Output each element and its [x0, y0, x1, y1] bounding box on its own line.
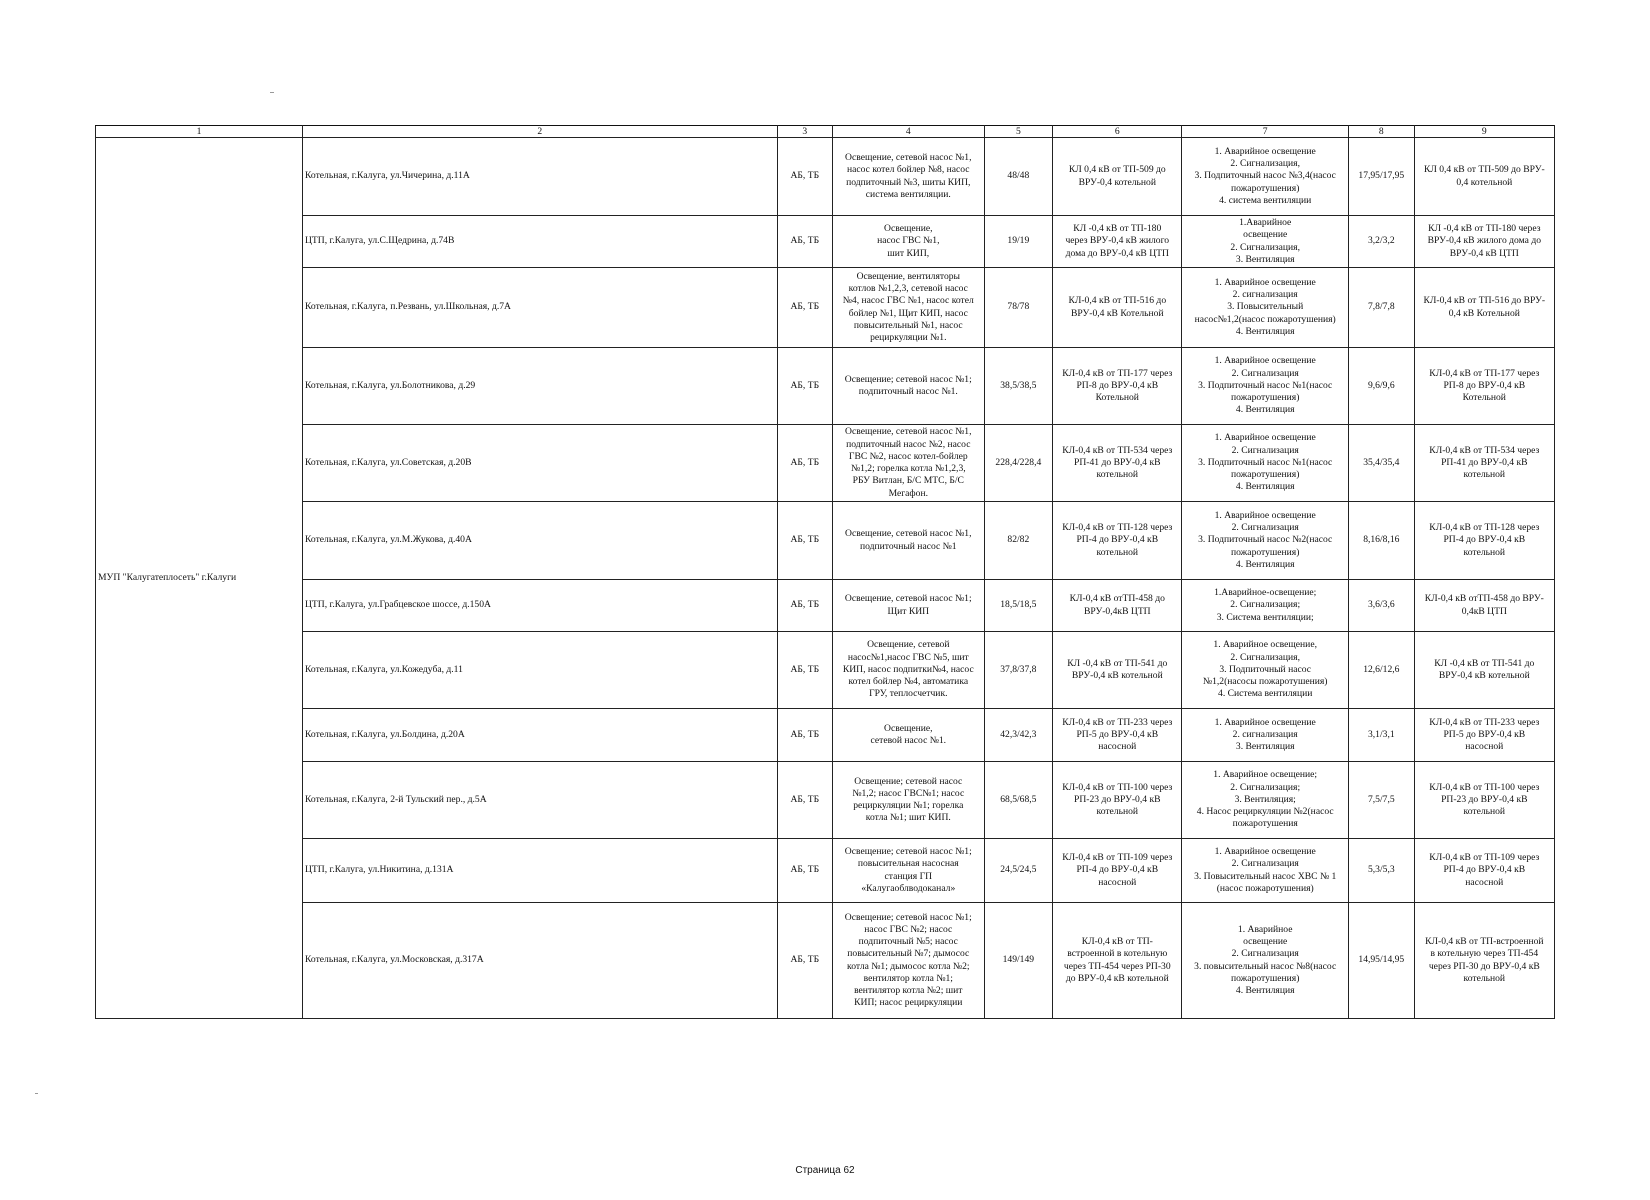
equipment-cell	[833, 839, 984, 903]
supply-cell	[1053, 425, 1182, 502]
column-header: 4	[833, 126, 984, 138]
emergency-load-cell	[1182, 580, 1349, 632]
emergency-load-cell-line: 4. Вентиляция	[1235, 558, 1295, 570]
equipment-cell-line: рециркуляции №1.	[870, 332, 947, 344]
backup-supply-cell-line: котельной	[1463, 972, 1506, 984]
column-number-row	[96, 126, 1555, 138]
emergency-load-cell-line: 4. Вентиляция	[1235, 985, 1295, 997]
emergency-load-cell-line: 1. Аварийное освещение	[1214, 276, 1316, 288]
supply-cell-line: через ВРУ-0,4 кВ жилого	[1065, 235, 1170, 247]
backup-supply-cell-line: РП-23 до ВРУ-0,4 кВ	[1441, 793, 1528, 805]
emergency-load-cell-line: пожаротушения)	[1230, 972, 1300, 984]
supply-cell-line: КЛ-0,4 кВ от ТП-128 через	[1062, 522, 1173, 534]
equipment-cell	[833, 632, 984, 709]
load-cell: 3,2/3,2	[1349, 216, 1415, 268]
emergency-load-cell-line: 1. Аварийное освещение	[1214, 355, 1316, 367]
emergency-load-cell-line: освещение	[1243, 936, 1288, 948]
object-name-cell: Котельная, г.Калуга, ул.Московская, д.317А	[302, 903, 777, 1019]
table-body	[96, 138, 1555, 1019]
emergency-load-cell-line: 1. Аварийное освещение	[1214, 432, 1316, 444]
emergency-load-cell-line: 2. сигнализация	[1232, 289, 1298, 301]
equipment-cell-line: РБУ Витлан, Б/С МТС, Б/С	[852, 475, 964, 487]
category-cell: АБ, ТБ	[777, 502, 833, 580]
equipment-cell-line: Освещение, сетевой насос №1,	[845, 426, 972, 438]
document-table	[95, 125, 1555, 1019]
table-row	[96, 348, 1555, 425]
emergency-load-cell-line: 4. Насос рециркуляции №2(насос	[1196, 806, 1334, 818]
emergency-load-cell	[1182, 268, 1349, 348]
emergency-load-cell-line: 3. Подпиточный насос	[1219, 663, 1312, 675]
equipment-cell-line: вентилятор котла №2; шит	[854, 985, 963, 997]
table-row	[96, 268, 1555, 348]
supply-cell-line: котельной	[1096, 546, 1139, 558]
supply-cell	[1053, 839, 1182, 903]
emergency-load-cell-line: 1. Аварийное освещение,	[1213, 639, 1317, 651]
emergency-load-cell-line: 4. Вентиляция	[1235, 404, 1295, 416]
supply-cell-line: до ВРУ-0,4 кВ котельной	[1065, 972, 1169, 984]
emergency-load-cell-line: 2. Сигнализация,	[1230, 651, 1300, 663]
backup-supply-cell-line: РП-4 до ВРУ-0,4 кВ	[1443, 864, 1526, 876]
backup-supply-cell	[1414, 502, 1554, 580]
equipment-cell-line: ГВС №2, насос котел-бойлер	[848, 450, 968, 462]
backup-supply-cell-line: КЛ-0,4 кВ от ТП-233 через	[1429, 716, 1540, 728]
equipment-cell	[833, 762, 984, 839]
power-cell: 42,3/42,3	[984, 709, 1053, 762]
equipment-cell-line: сетевой насос №1.	[870, 735, 947, 747]
supply-cell-line: Котельной	[1095, 392, 1139, 404]
backup-supply-cell	[1414, 268, 1554, 348]
supply-cell-line: насосной	[1098, 876, 1137, 888]
equipment-cell-line: система вентиляции.	[865, 188, 951, 200]
equipment-cell-line: рециркуляции №1; горелка	[853, 800, 964, 812]
backup-supply-cell-line: насосной	[1465, 876, 1504, 888]
supply-cell-line: РП-23 до ВРУ-0,4 кВ	[1074, 793, 1161, 805]
emergency-load-cell-line: 1. Аварийное освещение;	[1213, 769, 1318, 781]
backup-supply-cell	[1414, 138, 1554, 216]
emergency-load-cell-line: 3. Система вентиляции;	[1216, 611, 1314, 623]
equipment-cell-line: №1,2; горелка котла №1,2,3,	[850, 463, 966, 475]
equipment-cell-line: насос ГВС №1,	[877, 235, 940, 247]
supply-cell	[1053, 216, 1182, 268]
category-cell: АБ, ТБ	[777, 709, 833, 762]
emergency-load-cell-line: 3. Повысительный	[1227, 301, 1304, 313]
emergency-load-cell-line: 2. Сигнализация	[1231, 522, 1299, 534]
emergency-load-cell-line: 1. Аварийное	[1237, 923, 1293, 935]
object-name-cell: Котельная, г.Калуга, ул.М.Жукова, д.40А	[302, 502, 777, 580]
equipment-cell-line: котла №1; шит КИП.	[865, 812, 951, 824]
emergency-load-cell-line: 1. Аварийное освещение	[1214, 846, 1316, 858]
load-cell: 7,8/7,8	[1349, 268, 1415, 348]
emergency-load-cell-line: 1. Аварийное освещение	[1214, 145, 1316, 157]
category-cell: АБ, ТБ	[777, 632, 833, 709]
supply-cell-line: ВРУ-0,4 кВ Котельной	[1070, 307, 1164, 319]
equipment-cell	[833, 580, 984, 632]
load-cell: 7,5/7,5	[1349, 762, 1415, 839]
object-name-cell: ЦТП, г.Калуга, ул.С.Щедрина, д.74В	[302, 216, 777, 268]
emergency-load-cell-line: 2. Сигнализация	[1231, 948, 1299, 960]
supply-cell-line: КЛ-0,4 кВ от ТП-100 через	[1062, 781, 1173, 793]
emergency-load-cell-line: 2. сигнализация	[1232, 728, 1298, 740]
equipment-cell-line: повысительный №1, насос	[853, 319, 963, 331]
equipment-cell	[833, 709, 984, 762]
emergency-load-cell-line: 2. Сигнализация	[1231, 367, 1299, 379]
supply-cell-line: ВРУ-0,4кВ ЦТП	[1083, 605, 1151, 617]
backup-supply-cell-line: ВРУ-0,4 кВ жилого дома до	[1427, 235, 1542, 247]
table-row	[96, 216, 1555, 268]
power-cell: 19/19	[984, 216, 1053, 268]
equipment-cell-line: подпиточный №3, шиты КИП,	[846, 176, 971, 188]
column-header: 7	[1182, 126, 1349, 138]
emergency-load-cell-line: 4. Вентиляция	[1235, 325, 1295, 337]
load-cell: 5,3/5,3	[1349, 839, 1415, 903]
equipment-cell-line: вентилятор котла №1;	[863, 972, 953, 984]
equipment-cell-line: Освещение, сетевой насос №1,	[845, 151, 972, 163]
emergency-load-cell-line: 2. Сигнализация,	[1230, 241, 1300, 253]
emergency-load-cell	[1182, 348, 1349, 425]
equipment-cell-line: ГРУ, теплосчетчик.	[869, 688, 948, 700]
equipment-cell-line: котлов №1,2,3, сетевой насос	[848, 283, 968, 295]
load-cell: 12,6/12,6	[1349, 632, 1415, 709]
equipment-cell-line: котла №1; дымосос котла №2;	[847, 960, 970, 972]
load-cell: 9,6/9,6	[1349, 348, 1415, 425]
backup-supply-cell-line: ВРУ-0,4 кВ котельной	[1438, 670, 1530, 682]
emergency-load-cell	[1182, 839, 1349, 903]
emergency-load-cell-line: пожаротушения)	[1230, 392, 1300, 404]
equipment-cell-line: Мегафон.	[888, 487, 928, 499]
page-footer: Страница 62	[795, 1165, 855, 1176]
supply-cell	[1053, 348, 1182, 425]
supply-cell-line: котельной	[1096, 806, 1139, 818]
equipment-cell-line: «Калугаоблводоканал»	[861, 882, 956, 894]
supply-cell-line: через ТП-454 через РП-30	[1063, 960, 1171, 972]
equipment-cell-line: №4, насос ГВС №1, насос котел	[842, 295, 974, 307]
category-cell: АБ, ТБ	[777, 348, 833, 425]
equipment-cell-line: повысительная насосная	[857, 858, 959, 870]
column-header: 2	[302, 126, 777, 138]
emergency-load-cell-line: 2. Сигнализация;	[1230, 781, 1301, 793]
emergency-load-cell	[1182, 762, 1349, 839]
backup-supply-cell-line: РП-5 до ВРУ-0,4 кВ	[1443, 728, 1526, 740]
supply-cell-line: встроенной в котельную	[1067, 948, 1168, 960]
supply-cell-line: КЛ-0,4 кВ от ТП-233 через	[1062, 716, 1173, 728]
supply-cell-line: КЛ-0,4 кВ от ТП-109 через	[1062, 852, 1173, 864]
supply-cell-line: КЛ-0,4 кВ от ТП-534 через	[1062, 444, 1173, 456]
equipment-cell-line: Освещение; сетевой насос	[854, 775, 963, 787]
emergency-load-cell-line: 1. Аварийное освещение	[1214, 509, 1316, 521]
equipment-cell-line: Освещение; сетевой насос №1;	[844, 373, 972, 385]
equipment-cell-line: Освещение; сетевой насос №1;	[844, 911, 972, 923]
backup-supply-cell-line: КЛ-0,4 кВ от ТП-100 через	[1429, 781, 1540, 793]
equipment-cell-line: Освещение,	[884, 722, 933, 734]
equipment-cell-line: подпиточный насос №1	[859, 540, 957, 552]
power-cell: 18,5/18,5	[984, 580, 1053, 632]
equipment-cell-line: подпиточный насос №2, насос	[846, 438, 971, 450]
backup-supply-cell-line: КЛ-0,4 кВ от ТП-128 через	[1429, 522, 1540, 534]
load-cell: 17,95/17,95	[1349, 138, 1415, 216]
backup-supply-cell	[1414, 216, 1554, 268]
equipment-cell	[833, 425, 984, 502]
equipment-cell-line: бойлер №1, Щит КИП, насос	[848, 307, 968, 319]
supply-cell-line: насосной	[1098, 741, 1137, 753]
backup-supply-cell-line: насосной	[1465, 741, 1504, 753]
power-cell: 38,5/38,5	[984, 348, 1053, 425]
emergency-load-cell-line: 2. Сигнализация;	[1230, 599, 1301, 611]
supply-cell	[1053, 762, 1182, 839]
supply-cell-line: ВРУ-0,4 котельной	[1078, 176, 1156, 188]
backup-supply-cell-line: котельной	[1463, 469, 1506, 481]
emergency-load-cell-line: 4. система вентиляции	[1219, 194, 1312, 206]
supply-cell-line: КЛ -0,4 кВ от ТП-541 до	[1067, 657, 1168, 669]
backup-supply-cell-line: КЛ-0,4 кВ от ТП-встроенной	[1425, 936, 1544, 948]
emergency-load-cell-line: 2. Сигнализация	[1231, 858, 1299, 870]
supply-cell	[1053, 268, 1182, 348]
column-header: 5	[984, 126, 1053, 138]
equipment-cell-line: котел бойлер №4, автоматика	[848, 676, 969, 688]
emergency-load-cell-line: 4. Система вентиляции	[1218, 688, 1313, 700]
backup-supply-cell-line: КЛ-0,4 кВ отТП-458 до ВРУ-	[1424, 593, 1544, 605]
column-header: 3	[777, 126, 833, 138]
supply-cell	[1053, 580, 1182, 632]
table-row	[96, 580, 1555, 632]
equipment-cell-line: насос ГВС №2; насос	[864, 923, 953, 935]
equipment-cell	[833, 903, 984, 1019]
equipment-cell-line: насос котел бойлер №8, насос	[847, 164, 970, 176]
supply-cell-line: РП-8 до ВРУ-0,4 кВ	[1076, 379, 1159, 391]
supply-cell-line: КЛ-0,4 кВ от ТП-	[1081, 936, 1153, 948]
backup-supply-cell-line: Котельной	[1462, 392, 1506, 404]
emergency-load-cell-line: 4. Вентиляция	[1235, 481, 1295, 493]
equipment-cell	[833, 502, 984, 580]
table-row	[96, 138, 1555, 216]
object-name-cell: Котельная, г.Калуга, ул.Чичерина, д.11А	[302, 138, 777, 216]
backup-supply-cell-line: котельной	[1463, 546, 1506, 558]
equipment-cell-line: повысительный №7; дымосос	[847, 948, 970, 960]
supply-cell-line: РП-4 до ВРУ-0,4 кВ	[1076, 864, 1159, 876]
backup-supply-cell	[1414, 425, 1554, 502]
category-cell: АБ, ТБ	[777, 762, 833, 839]
category-cell: АБ, ТБ	[777, 839, 833, 903]
emergency-load-cell	[1182, 425, 1349, 502]
object-name-cell: Котельная, г.Калуга, п.Резвань, ул.Школьная, д.7А	[302, 268, 777, 348]
power-cell: 149/149	[984, 903, 1053, 1019]
backup-supply-cell-line: РП-41 до ВРУ-0,4 кВ	[1441, 456, 1528, 468]
column-header: 6	[1053, 126, 1182, 138]
supply-cell-line: КЛ-0,4 кВ отТП-458 до	[1069, 593, 1165, 605]
equipment-cell	[833, 268, 984, 348]
equipment-cell	[833, 216, 984, 268]
power-cell: 48/48	[984, 138, 1053, 216]
organization-cell: МУП "Калугатеплосеть" г.Калуги	[96, 138, 303, 1019]
backup-supply-cell	[1414, 632, 1554, 709]
emergency-load-cell-line: пожаротушения	[1232, 818, 1298, 830]
equipment-cell	[833, 348, 984, 425]
equipment-cell-line: станция ГП	[884, 870, 933, 882]
table-row	[96, 709, 1555, 762]
supply-cell	[1053, 502, 1182, 580]
supply-cell-line: котельной	[1096, 469, 1139, 481]
power-cell: 24,5/24,5	[984, 839, 1053, 903]
table-row	[96, 632, 1555, 709]
backup-supply-cell-line: КЛ 0,4 кВ от ТП-509 до ВРУ-	[1423, 164, 1545, 176]
emergency-load-cell	[1182, 903, 1349, 1019]
equipment-cell-line: шит КИП,	[887, 247, 930, 259]
load-cell: 3,6/3,6	[1349, 580, 1415, 632]
supply-cell-line: КЛ-0,4 кВ от ТП-516 до	[1068, 295, 1167, 307]
supply-cell-line: РП-5 до ВРУ-0,4 кВ	[1076, 728, 1159, 740]
scan-speck	[35, 1093, 38, 1094]
category-cell: АБ, ТБ	[777, 268, 833, 348]
backup-supply-cell-line: РП-4 до ВРУ-0,4 кВ	[1443, 534, 1526, 546]
emergency-load-cell-line: 3. Подпиточный насос №1(насос	[1198, 379, 1333, 391]
backup-supply-cell	[1414, 709, 1554, 762]
equipment-cell-line: КИП, насос подпитки№4, насос	[842, 663, 974, 675]
table-row	[96, 903, 1555, 1019]
table-row	[96, 762, 1555, 839]
emergency-load-cell-line: (насос пожаротушения)	[1216, 882, 1314, 894]
category-cell: АБ, ТБ	[777, 580, 833, 632]
power-cell: 37,8/37,8	[984, 632, 1053, 709]
equipment-cell	[833, 138, 984, 216]
emergency-load-cell-line: пожаротушения)	[1230, 546, 1300, 558]
equipment-cell-line: Освещение, сетевой насос №1,	[845, 528, 972, 540]
supply-cell-line: ВРУ-0,4 кВ котельной	[1071, 670, 1163, 682]
category-cell: АБ, ТБ	[777, 138, 833, 216]
backup-supply-cell-line: в котельную через ТП-454	[1430, 948, 1539, 960]
equipment-cell-line: Освещение, вентиляторы	[856, 270, 960, 282]
emergency-load-cell-line: 2. Сигнализация	[1231, 444, 1299, 456]
object-name-cell: Котельная, г.Калуга, ул.Кожедуба, д.11	[302, 632, 777, 709]
emergency-load-cell-line: 1.Аварийное	[1239, 217, 1292, 228]
backup-supply-cell	[1414, 762, 1554, 839]
emergency-load-cell-line: 1. Аварийное освещение	[1214, 716, 1316, 728]
supply-cell-line: КЛ 0,4 кВ от ТП-509 до	[1068, 164, 1166, 176]
category-cell: АБ, ТБ	[777, 425, 833, 502]
emergency-load-cell	[1182, 632, 1349, 709]
supply-cell-line: РП-4 до ВРУ-0,4 кВ	[1076, 534, 1159, 546]
object-name-cell: Котельная, г.Калуга, 2-й Тульский пер., д.5А	[302, 762, 777, 839]
object-name-cell: Котельная, г.Калуга, ул.Болотникова, д.29	[302, 348, 777, 425]
backup-supply-cell-line: КЛ-0,4 кВ от ТП-109 через	[1429, 852, 1540, 864]
supply-cell-line: КЛ -0,4 кВ от ТП-180	[1073, 223, 1162, 235]
load-cell: 3,1/3,1	[1349, 709, 1415, 762]
power-cell: 82/82	[984, 502, 1053, 580]
supply-cell	[1053, 903, 1182, 1019]
backup-supply-cell-line: КЛ -0,4 кВ от ТП-541 до	[1434, 657, 1535, 669]
emergency-load-cell-line: 3. Подпиточный насос №3,4(насос	[1194, 170, 1336, 182]
column-header: 8	[1349, 126, 1415, 138]
column-header: 1	[96, 126, 303, 138]
supply-cell	[1053, 138, 1182, 216]
equipment-cell-line: Освещение, сетевой	[867, 639, 950, 651]
emergency-load-cell-line: 3. Подпиточный насос №2(насос	[1198, 534, 1333, 546]
emergency-load-cell-line: 3. Подпиточный насос №1(насос	[1198, 456, 1333, 468]
table-row	[96, 502, 1555, 580]
equipment-cell-line: подпиточный №5; насос	[858, 936, 958, 948]
emergency-load-cell-line: 3. повысительный насос №8(насос	[1194, 960, 1337, 972]
backup-supply-cell-line: 0,4кВ ЦТП	[1461, 605, 1507, 617]
supply-cell	[1053, 632, 1182, 709]
supply-cell	[1053, 709, 1182, 762]
equipment-cell-line: Освещение,	[884, 223, 933, 235]
emergency-load-cell-line: 3. Повысительный насос ХВС № 1	[1194, 870, 1337, 882]
backup-supply-cell	[1414, 348, 1554, 425]
load-cell: 14,95/14,95	[1349, 903, 1415, 1019]
emergency-load-cell-line: пожаротушения)	[1230, 469, 1300, 481]
backup-supply-cell	[1414, 903, 1554, 1019]
category-cell: АБ, ТБ	[777, 903, 833, 1019]
equipment-cell-line: КИП; насос рециркуляции	[854, 997, 963, 1009]
equipment-cell-line: №1,2; насос ГВС№1; насос	[852, 787, 965, 799]
emergency-load-cell-line: пожаротушения)	[1230, 182, 1300, 194]
object-name-cell: ЦТП, г.Калуга, ул.Никитина, д.131А	[302, 839, 777, 903]
emergency-load-cell	[1182, 709, 1349, 762]
backup-supply-cell-line: 0,4 кВ Котельной	[1448, 307, 1520, 319]
equipment-cell-line: Щит КИП	[887, 605, 930, 617]
emergency-load-cell-line: №1,2(насосы пожаротушения)	[1202, 676, 1328, 688]
equipment-cell-line: Освещение; сетевой насос №1;	[844, 846, 972, 858]
column-header: 9	[1414, 126, 1554, 138]
emergency-load-cell-line: 3. Вентиляция	[1235, 253, 1295, 265]
backup-supply-cell-line: через РП-30 до ВРУ-0,4 кВ	[1428, 960, 1540, 972]
backup-supply-cell-line: КЛ-0,4 кВ от ТП-516 до ВРУ-	[1423, 295, 1546, 307]
scan-speck	[270, 92, 274, 93]
backup-supply-cell	[1414, 839, 1554, 903]
backup-supply-cell-line: ВРУ-0,4 кВ ЦТП	[1449, 247, 1519, 259]
backup-supply-cell-line: КЛ-0,4 кВ от ТП-177 через	[1429, 367, 1540, 379]
emergency-load-cell-line: 3. Вентиляция;	[1234, 793, 1296, 805]
load-cell: 8,16/8,16	[1349, 502, 1415, 580]
power-cell: 68,5/68,5	[984, 762, 1053, 839]
equipment-cell-line: насос№1,насос ГВС №5, шит	[847, 651, 969, 663]
object-name-cell: ЦТП, г.Калуга, ул.Грабцевское шоссе, д.150А	[302, 580, 777, 632]
backup-supply-cell-line: КЛ -0,4 кВ от ТП-180 через	[1428, 223, 1541, 235]
object-name-cell: Котельная, г.Калуга, ул.Советская, д.20В	[302, 425, 777, 502]
emergency-load-cell	[1182, 502, 1349, 580]
supply-cell-line: РП-41 до ВРУ-0,4 кВ	[1074, 456, 1161, 468]
emergency-load-cell-line: 1.Аварийное-освещение;	[1214, 587, 1317, 599]
equipment-cell-line: подпиточный насос №1.	[858, 386, 958, 398]
emergency-load-cell-line: 3. Вентиляция	[1235, 741, 1295, 753]
equipment-cell-line: Освещение, сетевой насос №1;	[844, 593, 972, 605]
emergency-load-cell	[1182, 216, 1349, 268]
backup-supply-cell-line: котельной	[1463, 806, 1506, 818]
backup-supply-cell-line: 0,4 котельной	[1456, 176, 1513, 188]
backup-supply-cell-line: РП-8 до ВРУ-0,4 кВ	[1443, 379, 1526, 391]
emergency-load-cell-line: насос№1,2(насос пожаротушения)	[1194, 313, 1336, 325]
power-cell: 228,4/228,4	[984, 425, 1053, 502]
power-cell: 78/78	[984, 268, 1053, 348]
load-cell: 35,4/35,4	[1349, 425, 1415, 502]
table-row	[96, 425, 1555, 502]
emergency-load-cell	[1182, 138, 1349, 216]
backup-supply-cell-line: КЛ-0,4 кВ от ТП-534 через	[1429, 444, 1540, 456]
table-row	[96, 839, 1555, 903]
object-name-cell: Котельная, г.Калуга, ул.Болдина, д.20А	[302, 709, 777, 762]
supply-cell-line: дома до ВРУ-0,4 кВ ЦТП	[1065, 247, 1169, 259]
category-cell: АБ, ТБ	[777, 216, 833, 268]
emergency-load-cell-line: 2. Сигнализация,	[1230, 158, 1300, 170]
supply-cell-line: КЛ-0,4 кВ от ТП-177 через	[1062, 367, 1173, 379]
emergency-load-cell-line: освещение	[1243, 229, 1288, 241]
backup-supply-cell	[1414, 580, 1554, 632]
